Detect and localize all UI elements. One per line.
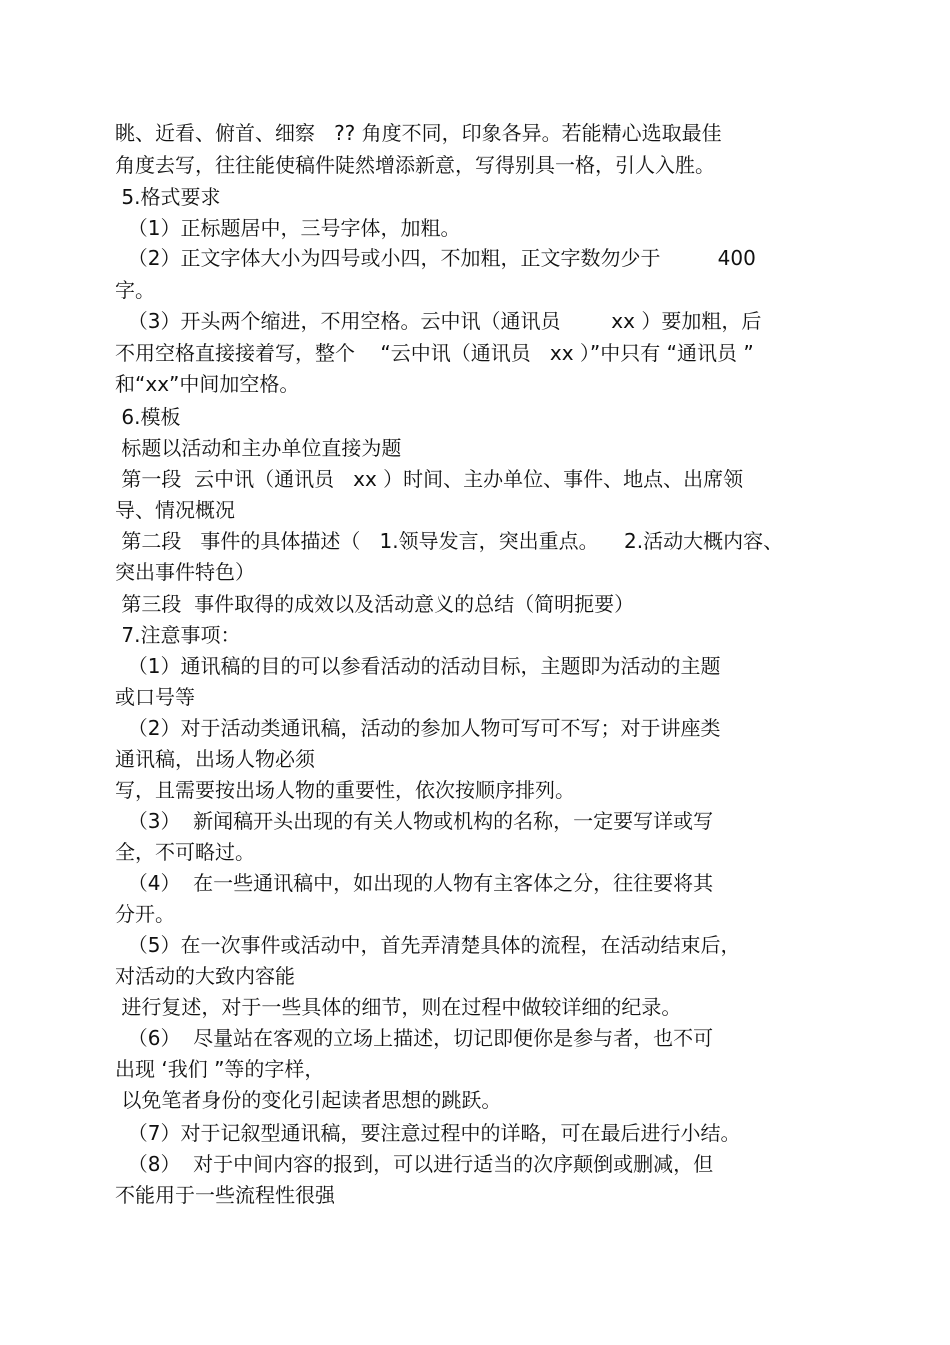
text-line-16: 第三段 事件取得的成效以及活动意义的总结（简明扼要） bbox=[115, 592, 635, 616]
text-line-7: （3）开头两个缩进，不用空格。云中讯（通讯员 xx ）要加粗，后 bbox=[115, 309, 762, 333]
text-line-21: 通讯稿，出场人物必须 bbox=[115, 747, 315, 771]
text-line-33: （7）对于记叙型通讯稿，要注意过程中的详略，可在最后进行小结。 bbox=[115, 1121, 741, 1145]
text-line-4: （1）正标题居中，三号字体，加粗。 bbox=[115, 216, 461, 240]
text-line-9: 和“xx”中间加空格。 bbox=[115, 372, 300, 396]
text-line-31: 出现 ‘我们 ”等的字样， bbox=[115, 1057, 325, 1081]
text-line-25: （4） 在一些通讯稿中，如出现的人物有主客体之分，往往要将其 bbox=[115, 871, 714, 895]
text-line-23: （3） 新闻稿开头出现的有关人物或机构的名称，一定要写详或写 bbox=[115, 809, 714, 833]
text-line-26: 分开。 bbox=[115, 902, 175, 926]
text-line-13: 导、情况概况 bbox=[115, 498, 235, 522]
text-line-24: 全，不可略过。 bbox=[115, 840, 255, 864]
text-line-18: （1）通讯稿的目的可以参看活动的活动目标，主题即为活动的主题 bbox=[115, 654, 721, 678]
text-line-30: （6） 尽量站在客观的立场上描述，切记即便你是参与者，也不可 bbox=[115, 1026, 714, 1050]
text-line-28: 对活动的大致内容能 bbox=[115, 964, 295, 988]
section-heading-6: 6.模板 bbox=[115, 405, 181, 429]
section-heading-7: 7.注意事项： bbox=[115, 623, 241, 647]
text-line-19: 或口号等 bbox=[115, 685, 195, 709]
text-line-12: 第一段 云中讯（通讯员 xx ）时间、主办单位、事件、地点、出席领 bbox=[115, 467, 744, 491]
text-line-29: 进行复述，对于一些具体的细节，则在过程中做较详细的纪录。 bbox=[115, 995, 682, 1019]
text-line-2: 角度去写，往往能使稿件陡然增添新意，写得别具一格，引人入胜。 bbox=[115, 153, 715, 177]
text-line-22: 写，且需要按出场人物的重要性，依次按顺序排列。 bbox=[115, 778, 575, 802]
text-line-11: 标题以活动和主办单位直接为题 bbox=[115, 436, 402, 460]
text-line-35: 不能用于一些流程性很强 bbox=[115, 1183, 335, 1207]
text-line-15: 突出事件特色） bbox=[115, 560, 255, 584]
text-line-6: 字。 bbox=[115, 278, 155, 302]
text-line-20: （2）对于活动类通讯稿，活动的参加人物可写可不写；对于讲座类 bbox=[115, 716, 721, 740]
section-heading-5: 5.格式要求 bbox=[115, 185, 221, 209]
text-line-14: 第二段 事件的具体描述（ 1.领导发言，突出重点。 2.活动大概内容、 bbox=[115, 529, 784, 553]
text-line-27: （5）在一次事件或活动中，首先弄清楚具体的流程，在活动结束后， bbox=[115, 933, 741, 957]
text-line-8: 不用空格直接接着写，整个 “云中讯（通讯员 xx ）”中只有 “通讯员 ” bbox=[115, 341, 754, 365]
text-line-34: （8） 对于中间内容的报到，可以进行适当的次序颠倒或删减，但 bbox=[115, 1152, 714, 1176]
text-line-32: 以免笔者身份的变化引起读者思想的跳跃。 bbox=[115, 1088, 502, 1112]
text-line-5: （2）正文字体大小为四号或小四，不加粗，正文字数勿少于 400 bbox=[115, 246, 756, 270]
text-line-1: 眺、近看、俯首、细察 ?? 角度不同，印象各异。若能精心选取最佳 bbox=[115, 121, 722, 145]
